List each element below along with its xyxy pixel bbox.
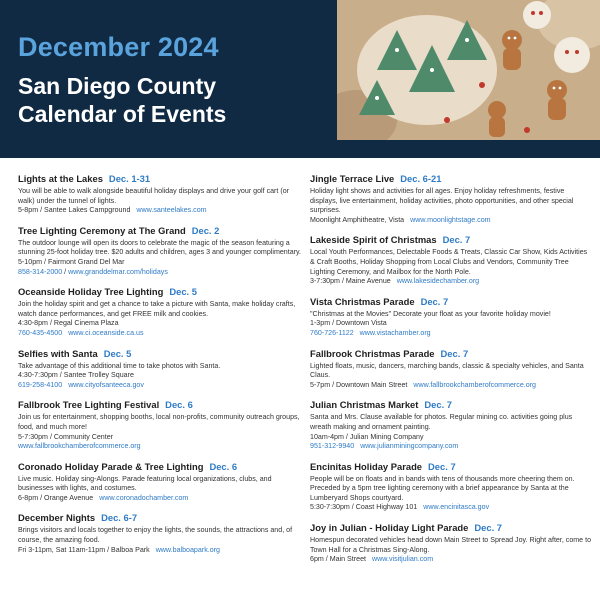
- event-time-location: 6-8pm / Orange Avenue: [18, 493, 94, 502]
- event-encinitas-parade: [310, 461, 592, 513]
- event-description: Homespun decorated vehicles head down Main Street to Spread Joy. Right after, come to Town Hall for a Christmas Sing-Along.: [310, 536, 592, 554]
- event-date: Dec. 7: [442, 234, 471, 246]
- event-time-location: 4:30-8pm / Regal Cinema Plaza: [18, 319, 119, 328]
- event-time-location: 10am-4pm / Julian Mining Company: [310, 432, 424, 441]
- month-heading: December 2024: [18, 32, 219, 62]
- event-time-location: 1-3pm / Downtown Vista: [310, 319, 387, 328]
- event-date: Dec. 6-7: [101, 512, 138, 524]
- event-title: Fallbrook Tree Lighting Festival: [18, 399, 160, 411]
- left-column: [18, 173, 303, 564]
- event-time-location: 5:30-7:30pm / Coast Highway 101: [310, 503, 418, 512]
- event-oceanside-tree-lighting: [18, 286, 303, 338]
- event-description: Join the holiday spirit and get a chance to take a picture with Santa, make holiday crafts, watch dance performances, and get FREE milk and cookies.: [18, 300, 296, 318]
- event-date: Dec. 6: [165, 399, 193, 411]
- event-time-location: 5-10pm / Fairmont Grand Del Mar: [18, 257, 125, 266]
- cookies-illustration: [337, 0, 600, 140]
- event-description: Join us for entertainment, shopping booths, local non-profits, community outreach groups, food, and much more!: [18, 413, 300, 431]
- event-date: Dec. 1-31: [108, 173, 151, 184]
- event-description: Santa and Mrs. Clause available for photos. Regular mining co. activities going plus wreath making and ornament painting.: [310, 413, 573, 431]
- event-title: Vista Christmas Parade: [310, 295, 415, 307]
- event-lakeside-spirit: [310, 234, 592, 286]
- event-title: Jingle Terrace Live: [310, 173, 395, 184]
- event-date: Dec. 5: [103, 347, 132, 359]
- event-time-location: Moonlight Amphitheatre, Vista: [310, 215, 405, 224]
- event-link[interactable]: www.visitjulian.com: [372, 555, 434, 564]
- event-phone[interactable]: 619-258-4100: [18, 380, 63, 389]
- event-tree-lighting-grand: Tree Lighting Ceremony at The Grand Dec. 2 The outdoor lounge will open its doors to celebrate the magic of the season featuring a stunning 25-foot holiday tree. $20 adults and children, ages 3 and younger complimentary. 5-10pm / Fairmont Grand Del Mar 858-314-2000 / www.granddelmar.com/holidays: [18, 224, 302, 276]
- event-link[interactable]: www.santeelakes.com: [136, 206, 207, 215]
- event-title: Oceanside Holiday Tree Lighting: [18, 286, 164, 298]
- event-title: Selfies with Santa: [18, 347, 98, 359]
- event-description: Brings visitors and locals together to enjoy the lights, the sounds, the attractions and, of course, the amazing food.: [18, 526, 293, 545]
- title-line-1: San Diego County: [18, 73, 217, 99]
- event-date: Dec. 6: [209, 460, 238, 472]
- event-title: Lights at the Lakes: [18, 173, 103, 184]
- event-time-location: 4:30-7:30pm / Santee Trolley Square: [18, 371, 134, 380]
- event-date: Dec. 7: [428, 460, 456, 472]
- event-date: Dec. 6-21: [400, 173, 442, 184]
- event-phone[interactable]: 760-435-4500: [18, 328, 63, 337]
- event-link[interactable]: www.balboapark.org: [155, 545, 220, 554]
- event-date: Dec. 7: [474, 522, 502, 534]
- event-coronado-parade: [18, 461, 303, 504]
- page-title: [18, 72, 226, 128]
- event-date: Dec. 5: [169, 286, 197, 298]
- event-link[interactable]: www.coronadochamber.com: [99, 493, 189, 502]
- event-time-location: 5-7pm / Downtown Main Street: [310, 380, 408, 389]
- event-time-location: Fri 3-11pm, Sat 11am-11pm / Balboa Park: [18, 545, 150, 554]
- event-description: Lighted floats, music, dancers, marching bands, classic & specialty vehicles, and Santa Claus.: [310, 361, 584, 380]
- right-column: [310, 173, 592, 574]
- title-line-2: Calendar of Events: [18, 101, 227, 127]
- event-time-location: 5-7:30pm / Community Center: [18, 432, 114, 441]
- event-title: Fallbrook Christmas Parade: [310, 347, 435, 359]
- event-description: Local Youth Performances, Delectable Foods & Treats, Classic Car Show, Kids Activities & Craft Booths, Holiday Shopping from Local Clubs and Vendors, Community Tree Lighting Ceremony, and Mailbox for the North Pole.: [310, 248, 588, 276]
- event-link[interactable]: www.fallbrookchamberofcommerce.org: [413, 380, 536, 389]
- event-time-location: 3-7:30pm / Maine Avenue: [310, 277, 391, 286]
- event-title: Julian Christmas Market: [310, 399, 419, 411]
- event-julian-market: [310, 399, 592, 451]
- event-title: Coronado Holiday Parade & Tree Lighting: [18, 460, 204, 472]
- event-date: Dec. 7: [424, 399, 452, 411]
- event-title: Tree Lighting Ceremony at The Grand: [18, 224, 186, 236]
- event-fallbrook-parade: [310, 348, 592, 391]
- event-phone[interactable]: 760-726-1122: [310, 328, 354, 337]
- event-date: Dec. 2: [191, 224, 220, 236]
- event-link[interactable]: www.vistachamber.org: [359, 328, 431, 337]
- event-lights-at-the-lakes: [18, 173, 303, 216]
- event-jingle-terrace-live: [310, 173, 592, 225]
- event-description: You will be able to walk alongside beautiful holiday displays and drive your golf cart (or walk) under the tunnel of lights.: [18, 187, 290, 205]
- event-time-location: 6pm / Main Street: [310, 555, 366, 564]
- event-description: Live music. Holiday sing-Alongs. Parade featuring local organizations, clubs, and businesses with lights, and costumes.: [18, 474, 272, 493]
- event-link[interactable]: www.encinitasca.gov: [423, 503, 490, 512]
- event-fallbrook-tree-lighting: [18, 399, 303, 451]
- cookies-photo: [337, 0, 600, 140]
- event-description: The outdoor lounge will open its doors to celebrate the magic of the season featuring a stunning 25-foot holiday tree. $20 adults and children, ages 3 and younger complimentary.: [18, 238, 302, 257]
- event-phone[interactable]: 858-314-2000: [18, 267, 63, 276]
- event-link[interactable]: www.julianminingcompany.com: [360, 442, 459, 451]
- event-title: Lakeside Spirit of Christmas: [310, 234, 437, 246]
- event-selfies-with-santa: [18, 348, 303, 391]
- event-vista-parade: [310, 296, 592, 339]
- event-description: People will be on floats and in bands with tens of thousands more cheering them on. Preceded by a 5pm tree lighting ceremony with a brief appearance by Santa at the Lumberyard Shops courtyard.: [310, 474, 575, 502]
- event-date: Dec. 7: [440, 347, 469, 359]
- event-description: Holiday light shows and activities for all ages. Enjoy holiday refreshments, festive displays, live entertainment, holiday activities, photo opportunities, and other special surprises.: [310, 187, 574, 215]
- header-banner: [0, 0, 600, 158]
- event-title: December Nights: [18, 512, 96, 524]
- event-link[interactable]: www.ci.oceanside.ca.us: [68, 328, 144, 337]
- event-phone[interactable]: 951-312-9940: [310, 442, 355, 451]
- event-time-location: 5-8pm / Santee Lakes Campground: [18, 206, 131, 215]
- event-link[interactable]: www.fallbrookchamberofcommerce.org: [18, 442, 141, 451]
- event-link[interactable]: www.cityofsanteeca.gov: [68, 380, 144, 389]
- event-title: Joy in Julian - Holiday Light Parade: [310, 522, 469, 534]
- event-link[interactable]: www.moonlightstage.com: [410, 215, 491, 224]
- event-description: "Christmas at the Movies" Decorate your float as your favorite holiday movie!: [310, 309, 551, 318]
- event-date: Dec. 7: [420, 295, 449, 307]
- event-joy-in-julian: [310, 522, 592, 565]
- event-description: Take advantage of this additional time to take photos with Santa.: [18, 361, 221, 370]
- event-link[interactable]: www.lakesidechamber.org: [396, 277, 480, 286]
- event-december-nights: [18, 512, 303, 555]
- event-link[interactable]: www.granddelmar.com/holidays: [68, 267, 168, 276]
- event-title: Encinitas Holiday Parade: [310, 460, 423, 472]
